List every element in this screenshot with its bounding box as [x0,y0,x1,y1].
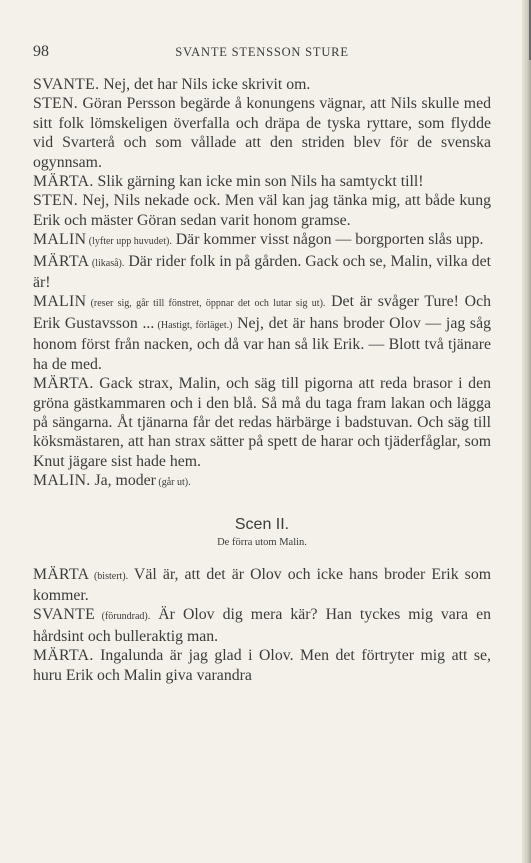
dialogue-line [33,172,491,191]
dialogue-text [33,75,491,685]
speaker-name: STEN. [33,192,78,210]
dialogue-line [33,191,491,230]
stage-direction: (lyfter upp huvudet). [86,236,172,248]
stage-direction: (går ut). [155,477,191,489]
speech-text: Nej, Nils nekade ock. Men väl kan jag tänka mig, att både kung Erik och mäster Göran sedan varit honom gramse. [33,192,491,229]
speaker-name: MÄRTA. [33,375,94,393]
stage-direction: (Hastigt, förläget.) [154,319,233,331]
speech-text: Slik gärning kan icke min son Nils ha samtyckt till! [93,173,424,191]
speaker-name: MÄRTA [33,252,90,270]
page-number: 98 [33,43,49,60]
dialogue-line [33,292,491,374]
speech-text: Där kommer visst någon — borgporten slås upp. [171,231,484,249]
scene-note: De förra utom Malin. [217,536,307,548]
speech-text: Göran Persson begärde å konungens vägnar, att Nils skulle med sitt folk lömskeligen överfalla och dräpa de tyska ryttare, som flydde vid Svarterå och som vållade att den striden blev för de svenska ogynnsam. [33,95,491,171]
speaker-name: SVANTE. [33,76,100,93]
stage-direction: (reser sig, går till fönstret, öppnar det och lutar sig ut). [86,298,326,310]
speech-text: Gack strax, Malin, och säg till pigorna att reda brasor i den gröna gästkammaren och i den blå. Så må du taga fram lakan och lägga på sängarna. Åt tjänarna får det redas härbärge i badstuvan. Och säg till köksmästaren, att han strax sätter på spett de harar och tjäderfåglar, som Knut jägare sist hade hem. [33,375,491,470]
stage-direction: (likaså). [89,257,125,269]
dialogue-line [33,230,491,251]
dialogue-line [33,646,491,685]
speech-text: Där rider folk in på gården. Gack och se, Malin, vilka det är! [33,252,491,292]
speech-text: Är Olov dig mera kär? Han tyckes mig vara en hårdsint och bulleraktig man. [33,606,491,645]
page-edge [522,0,531,863]
stage-direction: (förundrad). [95,611,151,623]
speech-text: Nej, det har Nils icke skrivit om. [99,76,311,93]
speaker-name: MALIN. [33,472,91,490]
stage-direction: (bistert). [89,570,129,582]
speech-text: Nej, det är hans broder Olov — jag såg honom först från nacken, och då var han så lik Erik. — Blott två tjänare ha de med. [33,314,491,373]
speaker-name: SVANTE [33,606,96,624]
page-header [33,43,491,67]
dialogue-line [33,565,491,606]
speech-text: Ja, moder [90,472,156,490]
dialogue-line [33,605,491,646]
dialogue-line [33,471,491,492]
running-head: SVANTE STENSSON STURE [175,45,349,59]
scene-title: Scen II. [234,515,290,533]
dialogue-line [33,374,491,471]
speech-text: Ingalunda är jag glad i Olov. Men det förtryter mig att se, huru Erik och Malin giva varandra [33,647,491,684]
dialogue-line [33,252,491,293]
dialogue-line [33,94,491,172]
speech-text: Det är svåger Ture! Och Erik Gustavsson ... [33,293,491,332]
speaker-name: MALIN [33,293,87,311]
dialogue-line [33,75,491,94]
speaker-name: MALIN [33,231,87,249]
speech-text: Väl är, att det är Olov och icke hans broder Erik som kommer. [33,565,492,604]
speaker-name: MÄRTA. [33,173,94,191]
speaker-name: MÄRTA [33,565,90,583]
speaker-name: MÄRTA. [33,647,94,665]
speaker-name: STEN. [33,95,78,113]
